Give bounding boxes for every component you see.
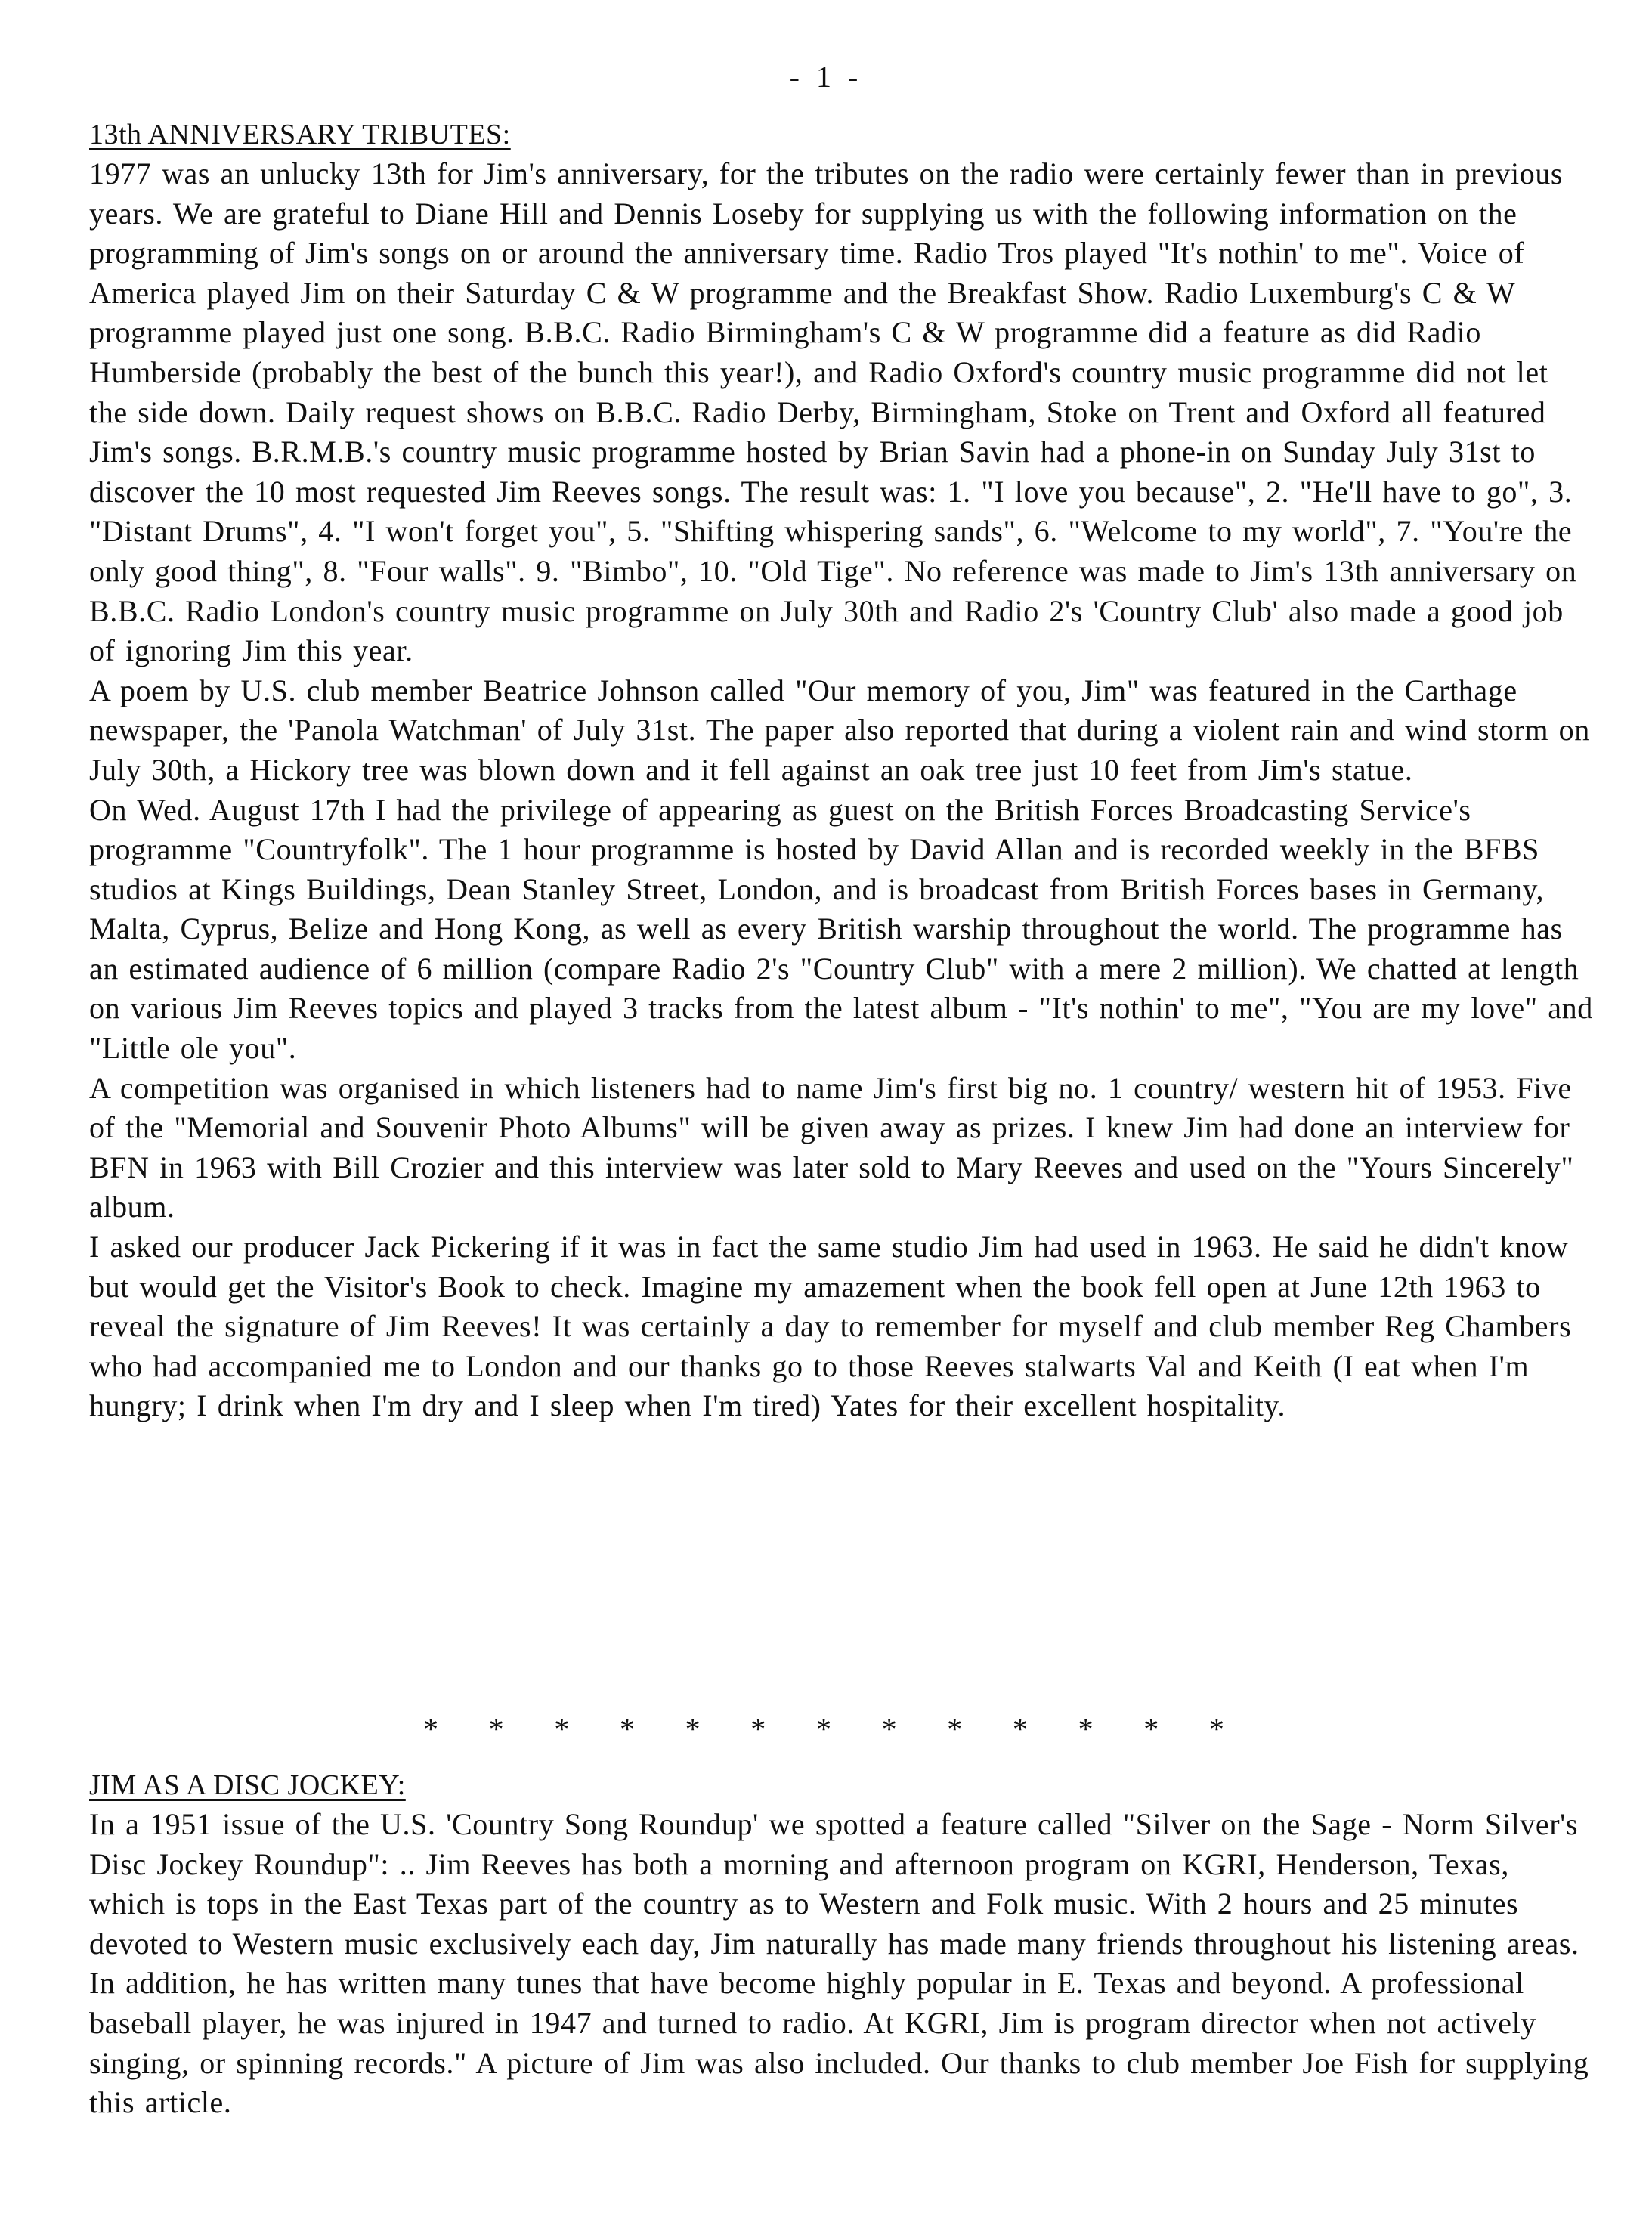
separator-star: * [685, 1712, 701, 1746]
separator-star: * [947, 1712, 963, 1746]
paragraph-bfbs-countryfolk: On Wed. August 17th I had the privilege of appearing as guest on the British Forces Broadcasting Service's programme "Countryfolk". The 1 hour programme is hosted by David Allan and is recorded weekly in the BFBS studios at Kings Buildings, Dean Stanley Street, London, and is broadcast from British Forces bases in Germany, Malta, Cyprus, Belize and Hong Kong, as well as every British warship throughout the world. The programme has an estimated audience of 6 million (compare Radio 2's "Country Club" with a mere 2 million). We chatted at length on various Jim Reeves topics and played 3 tracks from the latest album - "It's nothin' to me", "You are my love" and "Little ole you". [89, 792, 1593, 1066]
separator-star: * [554, 1712, 570, 1746]
separator-star: * [1012, 1712, 1028, 1746]
separator-star: * [1078, 1712, 1094, 1746]
section-heading: JIM AS A DISC JOCKEY: [89, 1769, 406, 1801]
separator-star: * [750, 1712, 766, 1746]
separator-star: * [815, 1712, 831, 1746]
separator-star: * [1143, 1712, 1159, 1746]
paragraph-competition: A competition was organised in which listeners had to name Jim's first big no. 1 country/ western hit of 1953. Five of the "Memorial and Souvenir Photo Albums" will be given away as prizes. I knew Jim had done an interview for BFN in 1963 with Bill Crozier and this interview was later sold to Mary Reeves and used on the "Yours Sincerely" album. [89, 1070, 1574, 1224]
separator-star: * [1208, 1712, 1224, 1746]
paragraph-radio-tributes: 1977 was an unlucky 13th for Jim's anniversary, for the tributes on the radio were certainly fewer than in previous years. We are grateful to Diane Hill and Dennis Loseby for supplying us with the following information on the programming of Jim's songs on or around the anniversary time. Radio Tros played "It's nothin' to me". Voice of America played Jim on their Saturday C & W programme and the Breakfast Show. Radio Luxemburg's C & W programme played just one song. B.B.C. Radio Birmingham's C & W programme did a feature as did Radio Humberside (probably the best of the bunch this year!), and Radio Oxford's country music programme did not let the side down. Daily request shows on B.B.C. Radio Derby, Birmingham, Stoke on Trent and Oxford all featured Jim's songs. B.R.M.B.'s country music programme hosted by Brian Savin had a phone-in on Sunday July 31st to discover the 10 most requested Jim Reeves songs. The result was: 1. "I love you because", 2. "He'll have to go", 3. "Distant Drums", 4. "I won't forget you", 5. "Shifting whispering sands", 6. "Welcome to my world", 7. "You're the only good thing", 8. "Four walls". 9. "Bimbo", 10. "Old Tige". No reference was made to Jim's 13th anniversary on B.B.C. Radio London's country music programme on July 30th and Radio 2's 'Country Club' also made a good job of ignoring Jim this year. [89, 156, 1577, 668]
separator-star: * [881, 1712, 897, 1746]
section-anniversary-tributes [89, 115, 1593, 1426]
paragraph-visitors-book: I asked our producer Jack Pickering if it was in fact the same studio Jim had used in 1963. He said he didn't know but would get the Visitor's Book to check. Imagine my amazement when the book fell open at June 12th 1963 to reveal the signature of Jim Reeves! It was certainly a day to remember for myself and club member Reg Chambers who had accompanied me to London and our thanks go to those Reeves stalwarts Val and Keith (I eat when I'm hungry; I drink when I'm dry and I sleep when I'm tired) Yates for their excellent hospitality. [89, 1230, 1572, 1423]
paragraph-poem: A poem by U.S. club member Beatrice Johnson called "Our memory of you, Jim" was featured in the Carthage newspaper, the 'Panola Watchman' of July 31st. The paper also reported that during a violent rain and wind storm on July 30th, a Hickory tree was blown down and it fell against an oak tree just 10 feet from Jim's statue. [89, 673, 1590, 787]
separator-star: * [619, 1712, 635, 1746]
section-disc-jockey [89, 1766, 1593, 2123]
paragraph-disc-jockey-roundup: In a 1951 issue of the U.S. 'Country Song Roundup' we spotted a feature called "Silver on the Sage - Norm Silver's Disc Jockey Roundup": .. Jim Reeves has both a morning and afternoon program on KGRI, Henderson, Texas, which is tops in the East Texas part of the country as to Western and Folk music. With 2 hours and 25 minutes devoted to Western music exclusively each day, Jim naturally has made many friends throughout his listening areas. In addition, he has written many tunes that have become highly popular in E. Texas and beyond. A professional baseball player, he was injured in 1947 and turned to radio. At KGRI, Jim is program director when not actively singing, or spinning records." A picture of Jim was also included. Our thanks to club member Joe Fish for supplying this article. [89, 1807, 1589, 2120]
separator-star: * [423, 1712, 438, 1746]
section-heading: 13th ANNIVERSARY TRIBUTES: [89, 119, 511, 150]
asterisk-separator [423, 1710, 1224, 1749]
page-number: - 1 - [789, 60, 863, 94]
separator-star: * [488, 1712, 504, 1746]
